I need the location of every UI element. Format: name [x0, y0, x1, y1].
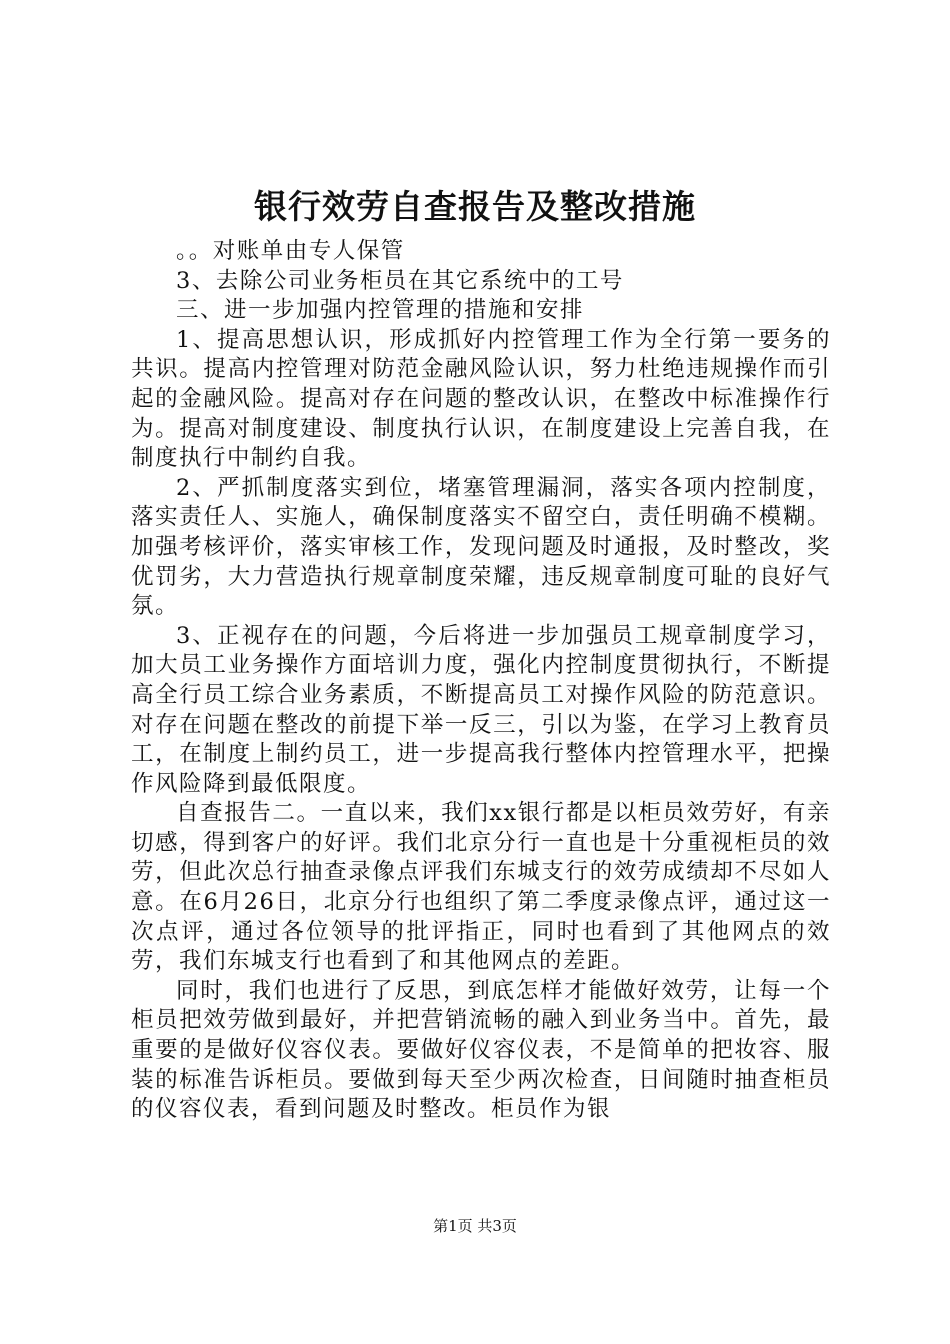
- paragraph: 3、正视存在的问题，今后将进一步加强员工规章制度学习，加大员工业务操作方面培训力度，强化内控制度贯彻执行，不断提高全行员工综合业务素质，不断提高员工对操作风险的防范意识。对存在问题在整改的前提下举一反三，引以为鉴，在学习上教育员工，在制度上制约员工，进一步提高我行整体内控管理水平，把操作风险降到最低限度。: [131, 622, 831, 797]
- paragraph: 同时，我们也进行了反思，到底怎样才能做好效劳，让每一个柜员把效劳做到最好，并把营销流畅的融入到业务当中。首先，最重要的是做好仪容仪表。要做好仪容仪表，不是简单的把妆容、服装的标准告诉柜员。要做到每天至少两次检查，日间随时抽查柜员的仪容仪表，看到问题及时整改。柜员作为银: [131, 977, 831, 1123]
- document-body: [131, 237, 831, 1125]
- paragraph: 2、严抓制度落实到位，堵塞管理漏洞，落实各项内控制度，落实责任人、实施人，确保制度落实不留空白，责任明确不模糊。加强考核评价，落实审核工作，发现问题及时通报，及时整改，奖优罚劣，大力营造执行规章制度荣耀，违反规章制度可耻的良好气氛。: [131, 474, 831, 620]
- page-footer: 第1页 共3页: [433, 1217, 517, 1235]
- paragraph: 1、提高思想认识，形成抓好内控管理工作为全行第一要务的共识。提高内控管理对防范金融风险认识，努力杜绝违规操作而引起的金融风险。提高对存在问题的整改认识，在整改中标准操作行为。提高对制度建设、制度执行认识，在制度建设上完善自我，在制度执行中制约自我。: [131, 326, 831, 472]
- section-heading: 三、进一步加强内控管理的措施和安排: [176, 297, 585, 324]
- paragraph: 3、去除公司业务柜员在其它系统中的工号: [176, 267, 624, 294]
- paragraph: 。。对账单由专人保管: [176, 238, 405, 264]
- document-title: 银行效劳自查报告及整改措施: [254, 187, 696, 226]
- paragraph: 自查报告二。一直以来，我们xx银行都是以柜员效劳好，有亲切感，得到客户的好评。我们北京分行一直也是十分重视柜员的效劳，但此次总行抽查录像点评我们东城支行的效劳成绩却不尽如人意。在6月26日，北京分行也组织了第二季度录像点评，通过这一次点评，通过各位领导的批评指正，同时也看到了其他网点的效劳，我们东城支行也看到了和其他网点的差距。: [131, 800, 831, 975]
